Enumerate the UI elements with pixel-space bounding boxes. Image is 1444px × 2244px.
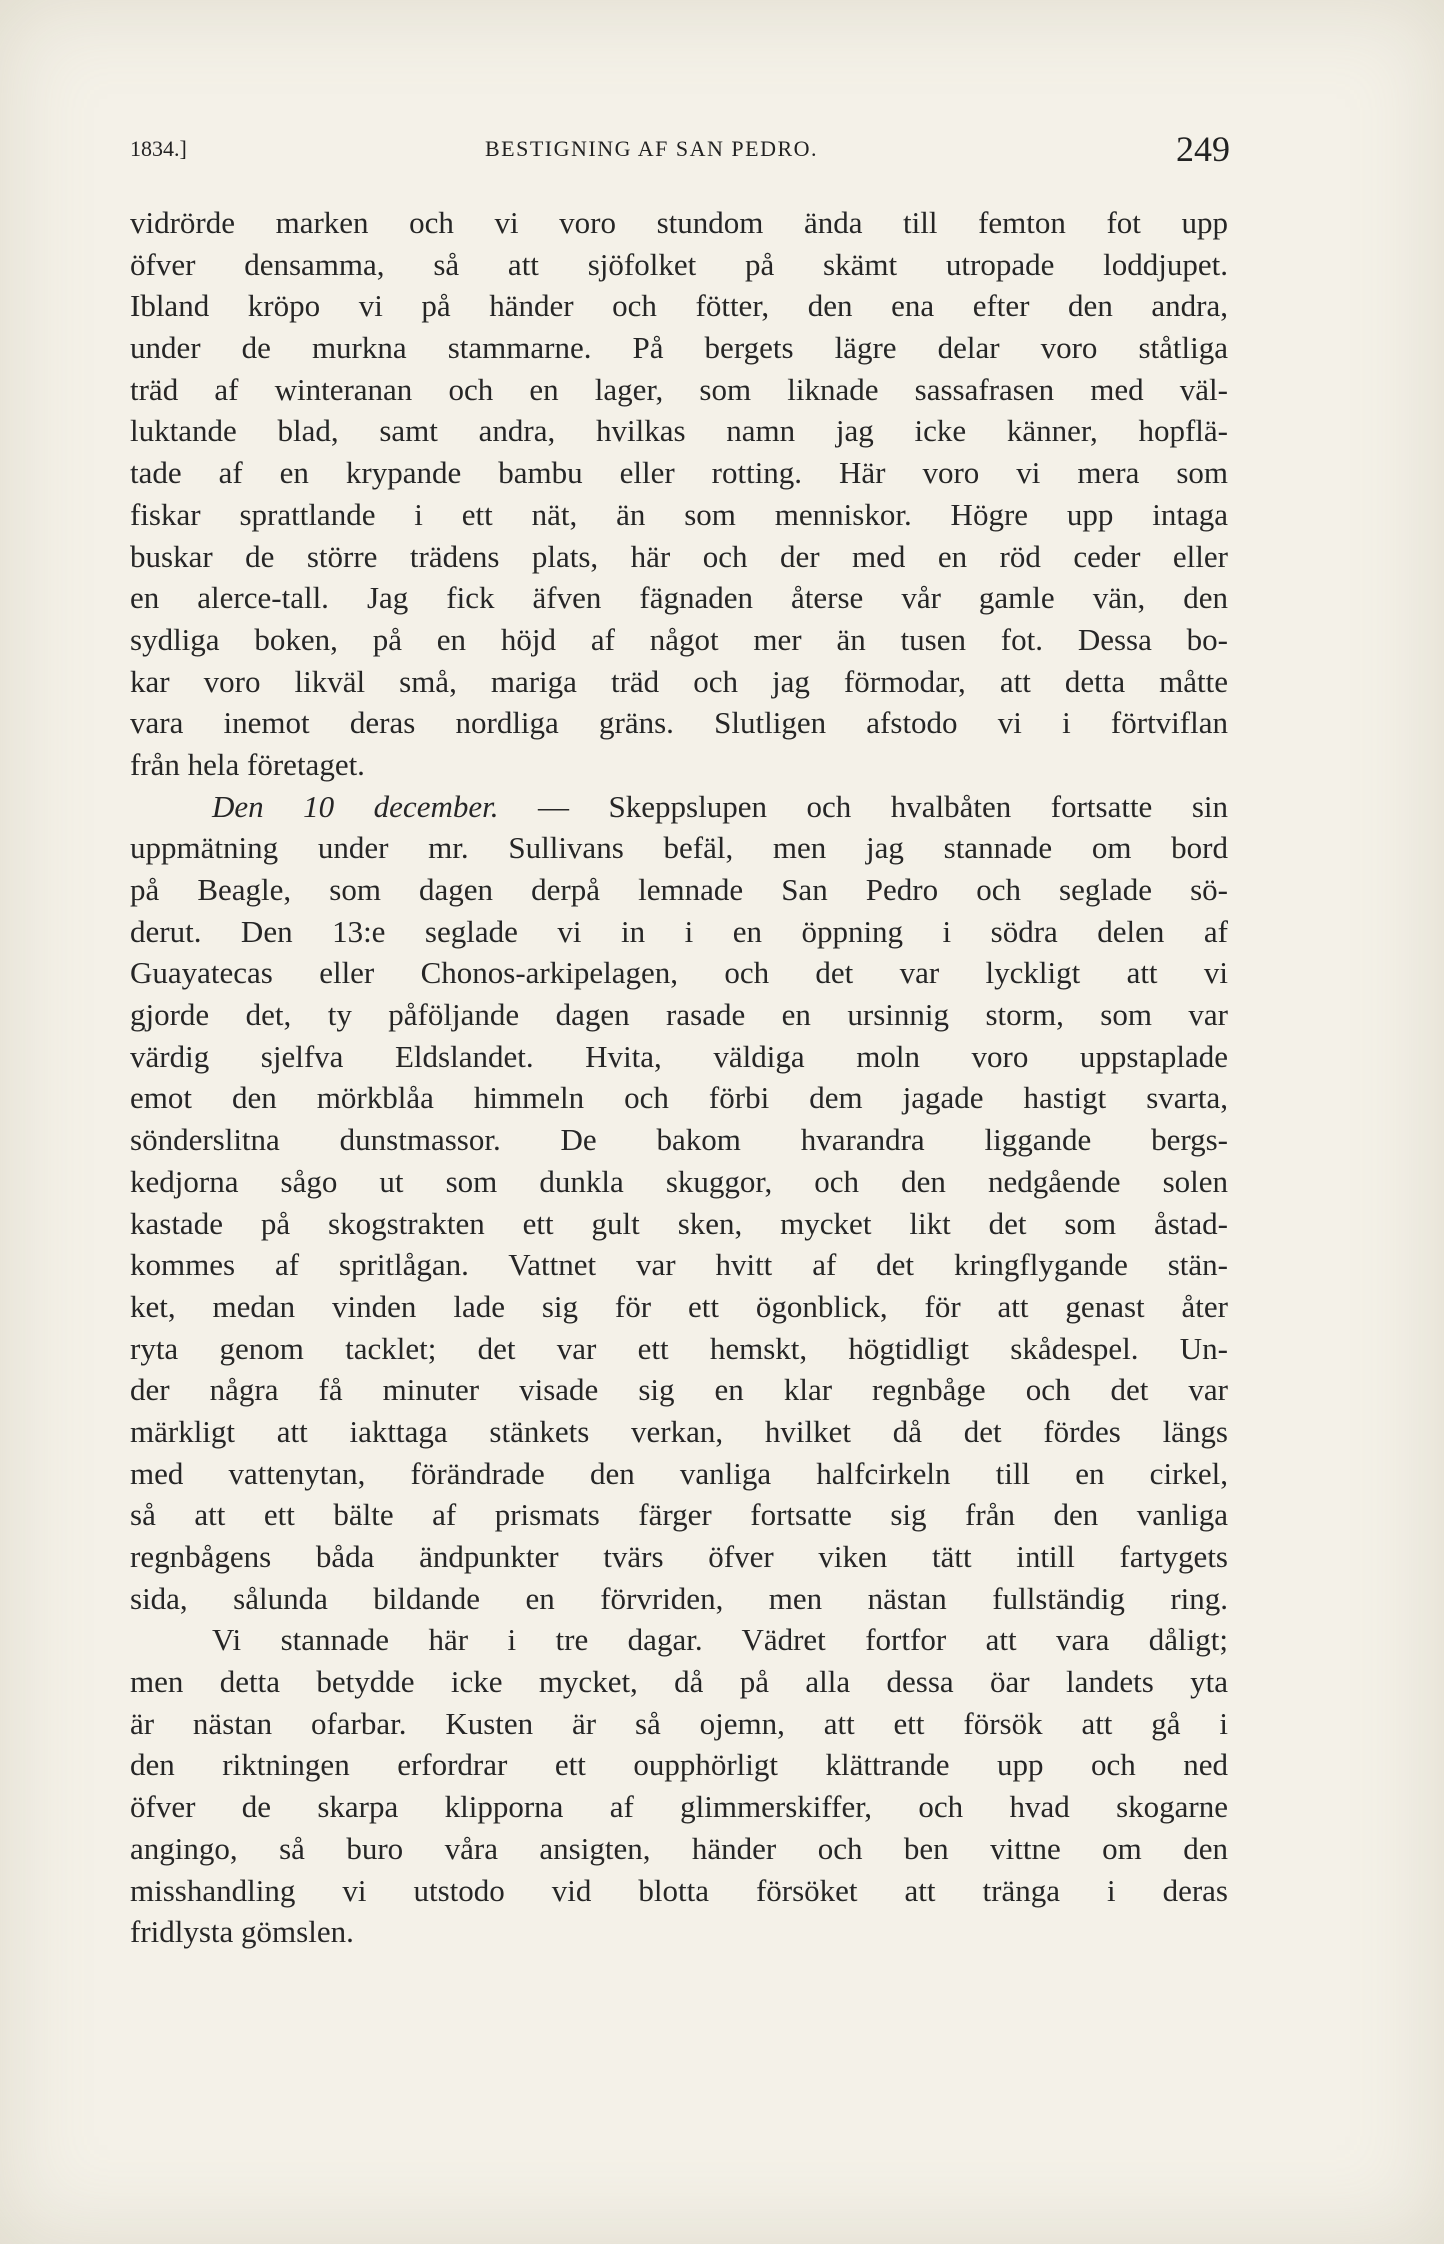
text-line: den riktningen erfordrar ett oupphörligt klättrande upp och ned — [130, 1747, 1228, 1783]
text-line: regnbågens båda ändpunkter tvärs öfver viken tätt intill fartygets — [130, 1539, 1228, 1574]
text-line: derut. Den 13:e seglade vi in i en öppning i södra delen af — [130, 913, 1228, 949]
text-line: kedjorna sågo ut som dunkla skuggor, och den nedgående solen — [130, 1163, 1228, 1199]
text-line: der några få minuter visade sig en klar regnbåge och det var — [130, 1372, 1228, 1408]
text-line: på Beagle, som dagen derpå lemnade San Pedro och seglade sö- — [130, 872, 1228, 907]
text-line: så att ett bälte af prismats färger fortsatte sig från den vanliga — [130, 1497, 1228, 1533]
text-line: tade af en krypande bambu eller rotting. Här voro vi mera som — [130, 455, 1228, 491]
text-line: träd af winteranan och en lager, som liknade sassafrasen med väl- — [130, 371, 1228, 407]
header-year: 1834.] — [130, 136, 187, 161]
text-line: buskar de större trädens plats, här och der med en röd ceder eller — [130, 538, 1228, 574]
text-line: Vi stannade här i tre dagar. Vädret fortfor att vara dåligt; — [212, 1622, 1228, 1658]
header-title: BESTIGNING AF SAN PEDRO. — [485, 136, 819, 161]
text-line: misshandling vi utstodo vid blotta försöket att tränga i deras — [130, 1872, 1228, 1908]
text-line: öfver de skarpa klipporna af glimmerskiffer, och hvad skogarne — [130, 1789, 1228, 1825]
text-line: en alerce-tall. Jag fick äfven fägnaden återse vår gamle vän, den — [130, 580, 1228, 616]
text-line: fridlysta gömslen. — [130, 1914, 354, 1950]
text-line: märkligt att iakttaga stänkets verkan, hvilket då det fördes längs — [130, 1413, 1228, 1449]
text-line: kar voro likväl små, mariga träd och jag förmodar, att detta måtte — [130, 663, 1228, 699]
text-line: gjorde det, ty påföljande dagen rasade en ursinnig storm, som var — [130, 997, 1228, 1033]
text-line: värdig sjelfva Eldslandet. Hvita, väldiga moln voro uppstaplade — [130, 1038, 1228, 1074]
text-line: angingo, så buro våra ansigten, händer och ben vittne om den — [130, 1830, 1228, 1866]
text-line: luktande blad, samt andra, hvilkas namn jag icke känner, hopflä- — [130, 413, 1228, 449]
text-line: kommes af spritlågan. Vattnet var hvitt af det kringflygande stän- — [130, 1247, 1228, 1283]
text-line: kastade på skogstrakten ett gult sken, mycket likt det som åstad- — [130, 1205, 1228, 1241]
text-line: ket, medan vinden lade sig för ett ögonblick, för att genast åter — [130, 1288, 1228, 1324]
text-line: vidrörde marken och vi voro stundom ända till femton fot upp — [130, 205, 1228, 240]
text-line: med vattenytan, förändrade den vanliga halfcirkeln till en cirkel, — [130, 1455, 1228, 1491]
text-line: Ibland kröpo vi på händer och fötter, den ena efter den andra, — [130, 288, 1228, 324]
date-entry-line — [130, 786, 1228, 828]
text-line: är nästan ofarbar. Kusten är så ojemn, att ett försök att gå i — [130, 1705, 1228, 1741]
text-line: fiskar sprattlande i ett nät, än som menniskor. Högre upp intaga — [130, 496, 1228, 532]
text-line: sönderslitna dunstmassor. De bakom hvarandra liggande bergs- — [130, 1122, 1228, 1158]
text-line: vara inemot deras nordliga gräns. Slutligen afstodo vi i förtviflan — [130, 705, 1228, 741]
text-line: under de murkna stammarne. På bergets lägre delar voro ståtliga — [130, 330, 1228, 366]
body-text — [130, 202, 1228, 1953]
text-line: Guayatecas eller Chonos-arkipelagen, och det var lyckligt att vi — [130, 955, 1228, 991]
text-line: uppmätning under mr. Sullivans befäl, men jag stannade om bord — [130, 830, 1228, 866]
running-head — [130, 128, 1230, 172]
text-line: sida, sålunda bildande en förvriden, men nästan fullständig ring. — [130, 1580, 1228, 1616]
text-line: från hela företaget. — [130, 746, 365, 782]
text-line: men detta betydde icke mycket, då på alla dessa öar landets yta — [130, 1664, 1228, 1700]
text-line: sydliga boken, på en höjd af något mer än tusen fot. Dessa bo- — [130, 621, 1228, 657]
text-line-continuation: — Skeppslupen och hvalbåten fortsatte sin — [538, 788, 1228, 824]
text-line: ryta genom tacklet; det var ett hemskt, högtidligt skådespel. Un- — [130, 1330, 1228, 1366]
text-line: emot den mörkblåa himmeln och förbi dem jagade hastigt svarta, — [130, 1080, 1228, 1116]
date-heading: Den 10 december. — [212, 788, 499, 824]
page-number: 249 — [1176, 129, 1230, 169]
text-line: öfver densamma, så att sjöfolket på skämt utropade loddjupet. — [130, 246, 1228, 282]
